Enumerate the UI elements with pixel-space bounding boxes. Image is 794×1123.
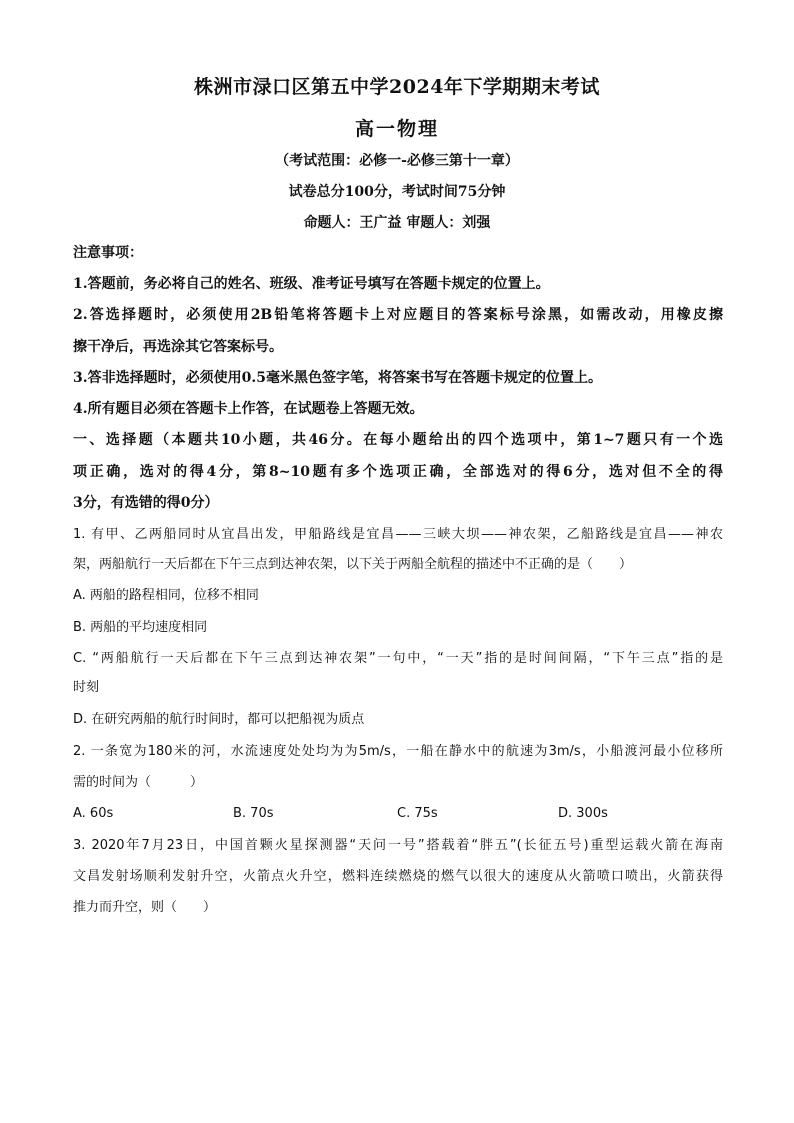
section-1-line-2: 项正确，选对的得4分，第8~10题有多个选项正确，全部选对的得6分，选对但不全的得	[73, 464, 723, 480]
exam-total-info: 试卷总分100分，考试时间75分钟	[288, 184, 506, 200]
question-1-option-d: D. 在研究两船的航行时间时，都可以把船视为质点	[73, 712, 365, 727]
question-2-option-d: D. 300s	[558, 806, 608, 821]
question-1-stem-line-2: 架，两船航行一天后都在下午三点到达神农架，以下关于两船全航程的描述中不正确的是（ ）	[73, 557, 633, 572]
section-1-line-1: 一、选择题（本题共10小题，共46分。在每小题给出的四个选项中，第1~7题只有一个选	[73, 432, 723, 448]
question-2-option-a: A. 60s	[73, 806, 114, 821]
question-1-option-b: B. 两船的平均速度相同	[73, 620, 208, 635]
exam-authors: 命题人：王广益 审题人：刘强	[303, 215, 491, 231]
section-1-line-3: 3分，有选错的得0分）	[73, 495, 219, 511]
question-2-option-c: C. 75s	[397, 806, 438, 821]
question-2-stem-line-1: 2. 一条宽为180米的河，水流速度处处均为为5m/s，一船在静水中的航速为3m/s，小船渡河最小位移所	[73, 744, 723, 759]
question-3-stem-line-1: 3. 2020年7月23日，中国首颗火星探测器“天问一号”搭载着“胖五”(长征五号)重型运载火箭在海南	[73, 838, 723, 853]
exam-title: 株洲市渌口区第五中学2024年下学期期末考试	[194, 76, 600, 98]
notice-heading: 注意事项：	[73, 245, 143, 261]
notice-item-1: 1.答题前，务必将自己的姓名、班级、准考证号填写在答题卡规定的位置上。	[73, 276, 550, 292]
notice-item-2-line-1: 2.答选择题时，必须使用2B铅笔将答题卡上对应题目的答案标号涂黑，如需改动，用橡皮擦	[73, 307, 723, 323]
exam-subject: 高一物理	[354, 118, 439, 140]
notice-item-4: 4.所有题目必须在答题卡上作答，在试题卷上答题无效。	[73, 401, 424, 417]
exam-scope: （考试范围：必修一-必修三第十一章）	[275, 153, 519, 169]
question-1-stem-line-1: 1. 有甲、乙两船同时从宜昌出发，甲船路线是宜昌——三峡大坝——神农架，乙船路线是宜昌——神农	[73, 527, 723, 542]
question-2-option-b: B. 70s	[233, 806, 274, 821]
question-3-stem-line-2: 文昌发射场顺利发射升空，火箭点火升空，燃料连续燃烧的燃气以很大的速度从火箭喷口喷出，火箭获得	[73, 869, 723, 884]
question-2-stem-line-2: 需的时间为（ ）	[73, 775, 204, 790]
question-1-option-a: A. 两船的路程相同，位移不相同	[73, 588, 259, 603]
notice-item-3: 3.答非选择题时，必须使用0.5毫米黑色签字笔，将答案书写在答题卡规定的位置上。	[73, 370, 602, 386]
question-3-stem-line-3: 推力而升空，则（ ）	[73, 900, 217, 915]
question-1-option-c-line-1: C. “两船航行一天后都在下午三点到达神农架”一句中，“一天”指的是时间间隔，“下午三点”指的是	[73, 651, 723, 666]
question-1-option-c-line-2: 时刻	[73, 680, 100, 695]
notice-item-2-line-2: 擦干净后，再选涂其它答案标号。	[73, 339, 283, 355]
